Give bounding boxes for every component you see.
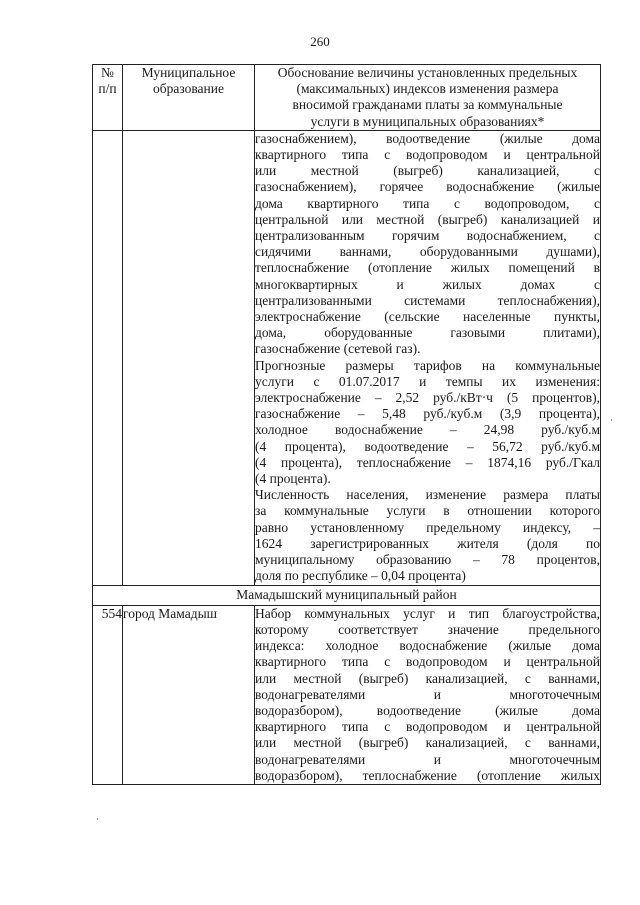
- text-line: холодное водоснабжение – 24,98 руб./куб.м: [255, 422, 600, 438]
- text-line: теплоснабжение (отопление жилых помещений в: [255, 260, 600, 276]
- text-line: газоснабжение (сетевой газ).: [255, 341, 421, 357]
- table-header-row: [93, 65, 601, 131]
- text-line: равно установленному предельному индексу, –: [255, 519, 600, 535]
- header-number: [93, 65, 123, 131]
- text-line: дома, оборудованные газовыми плитами),: [255, 325, 600, 341]
- table-row-continued: [93, 130, 601, 585]
- text-line: газоснабжением), горячее водоснабжение (жилые: [255, 179, 600, 195]
- text-line: (4 процента), теплоснабжение – 1874,16 руб./Гкал: [255, 454, 600, 470]
- text-line: газоснабжение – 5,48 руб./куб.м (3,9 процента),: [255, 406, 600, 422]
- row-municipality: город Мамадыш: [123, 605, 255, 784]
- text-line: дома квартирного типа с водопроводом, с: [255, 195, 600, 211]
- text-line: 1624 зарегистрированных жителя (доля по: [255, 535, 600, 551]
- text-line: электроснабжение – 2,52 руб./кВт·ч (5 процентов),: [255, 390, 600, 406]
- section-row: [93, 585, 601, 605]
- tariff-table: [92, 64, 601, 785]
- row-description: [255, 606, 600, 784]
- header-number-line2: п/п: [98, 81, 117, 97]
- text-line: квартирного типа с водопроводом и центральной: [255, 147, 600, 163]
- header-number-line1: №: [101, 65, 114, 80]
- text-line: Обоснование величины установленных предельных: [277, 65, 578, 80]
- text-line: Численность населения, изменение размера платы: [255, 487, 600, 503]
- text-line: многоквартирных и жилых домах с: [255, 276, 600, 292]
- text-line: квартирного типа с водопроводом и центральной: [255, 719, 600, 735]
- continued-number-cell: [93, 130, 123, 585]
- header-municipality-line1: Муниципальное: [141, 65, 236, 80]
- text-line: услуги в муниципальных образованиях*: [310, 113, 545, 129]
- text-line: (4 процента).: [255, 471, 331, 487]
- text-line: индекса: холодное водоснабжение (жилые дома: [255, 638, 600, 654]
- page-number: 260: [310, 34, 330, 49]
- header-basis: [255, 65, 601, 131]
- text-line: газоснабжением), водоотведение (жилые дома: [255, 130, 600, 146]
- text-line: электроснабжение (сельские населенные пункты,: [255, 309, 600, 325]
- text-line: муниципальному образованию – 78 процентов,: [255, 552, 600, 568]
- header-municipality: [123, 65, 255, 131]
- text-line: централизованными системами теплоснабжения),: [255, 292, 600, 308]
- row-description-cell: [255, 605, 601, 784]
- paragraph-population: [255, 487, 600, 584]
- text-line: или местной (выгреб) канализацией, с ваннами,: [255, 670, 600, 686]
- margin-tick: ·: [610, 415, 613, 425]
- text-line: водонагревателями и многоточечным: [255, 686, 600, 702]
- continued-description-cell: [255, 130, 601, 585]
- section-title: Мамадышский муниципальный район: [93, 585, 601, 605]
- header-municipality-line2: образование: [153, 81, 224, 97]
- text-line: за коммунальные услуги в отношении которого: [255, 503, 600, 519]
- text-line: водоразбором), теплоснабжение (отопление жилых: [255, 767, 600, 783]
- table-row: [93, 605, 601, 784]
- row-number: 554: [93, 605, 123, 784]
- margin-tick: ·: [96, 814, 99, 824]
- text-line: услуги с 01.07.2017 и темпы их изменения:: [255, 373, 600, 389]
- text-line: (4 процента), водоотведение – 56,72 руб./куб.м: [255, 438, 600, 454]
- text-line: вносимой гражданами платы за коммунальные: [292, 97, 563, 113]
- text-line: водоразбором), водоотведение (жилые дома: [255, 702, 600, 718]
- paragraph-tariffs: [255, 358, 600, 488]
- text-line: или местной (выгреб) канализацией, с: [255, 163, 600, 179]
- text-line: центральной или местной (выгреб) канализацией и: [255, 211, 600, 227]
- text-line: водонагревателями и многоточечным: [255, 751, 600, 767]
- text-line: или местной (выгреб) канализацией, с ваннами,: [255, 735, 600, 751]
- text-line: Прогнозные размеры тарифов на коммунальные: [255, 357, 600, 373]
- text-line: централизованным горячим водоснабжением, с: [255, 228, 600, 244]
- text-line: Набор коммунальных услуг и тип благоустройства,: [255, 605, 600, 621]
- text-line: которому соответствует значение предельного: [255, 621, 600, 637]
- text-line: доля по республике – 0,04 процента): [255, 568, 466, 584]
- paragraph-services: [255, 131, 600, 358]
- continued-municipality-cell: [123, 130, 255, 585]
- text-line: квартирного типа с водопроводом и центральной: [255, 654, 600, 670]
- text-line: (максимальных) индексов изменения размера: [296, 81, 559, 97]
- text-line: сидячими ваннами, оборудованными душами),: [255, 244, 600, 260]
